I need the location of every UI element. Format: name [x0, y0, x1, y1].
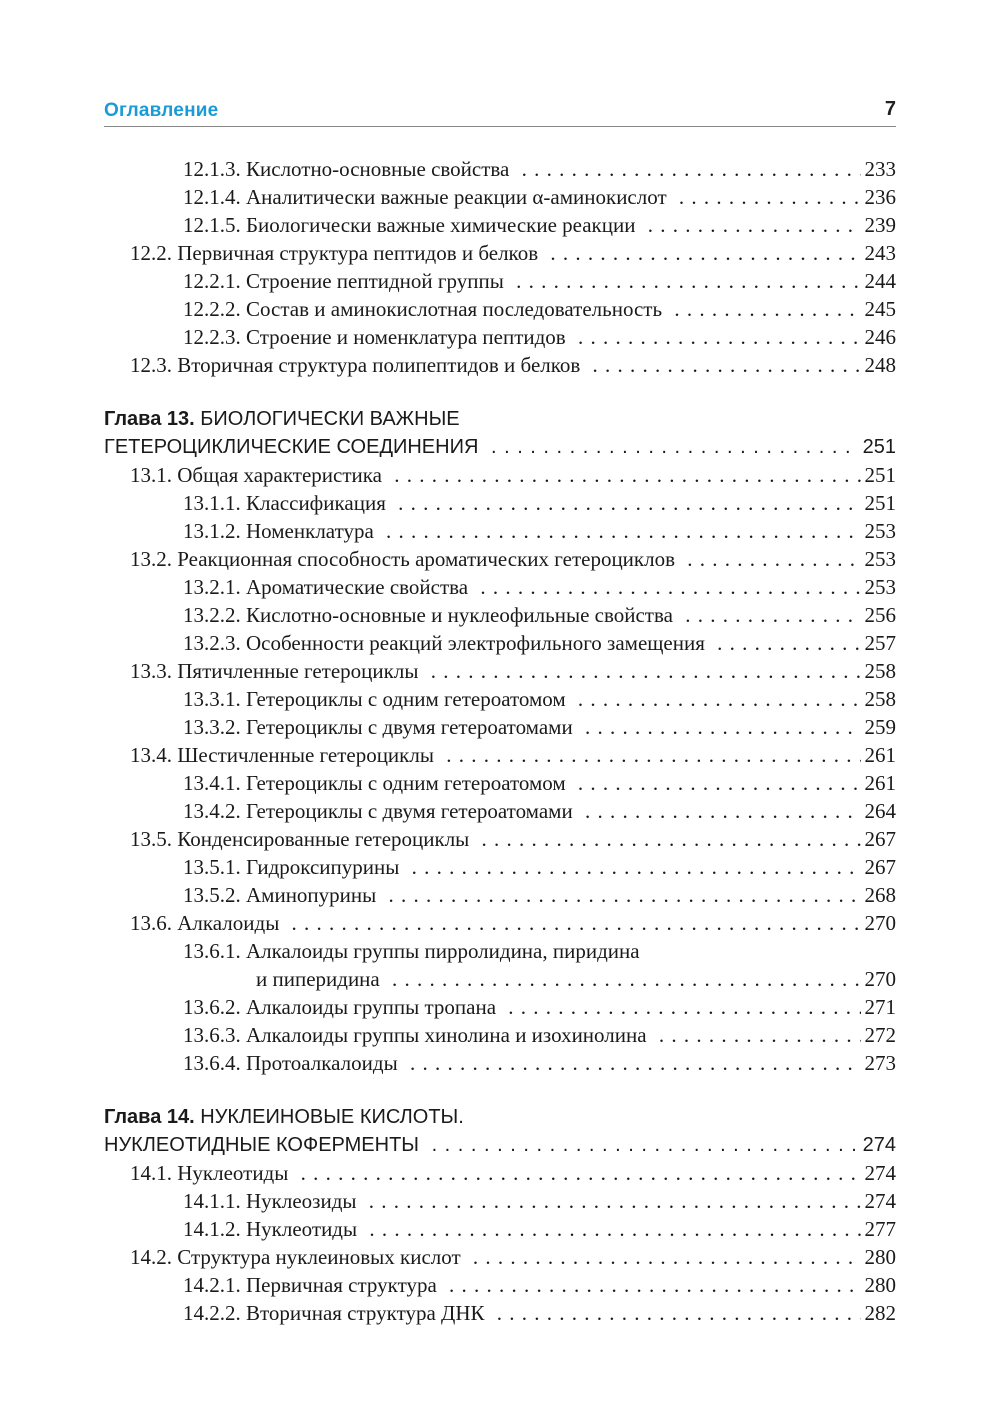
toc-entry: [0, 267, 1000, 295]
toc-entry: [0, 545, 1000, 573]
toc-block-chapter13: [0, 461, 1000, 1077]
toc-entry: [0, 295, 1000, 323]
chapter-14-title-line2: НУКЛЕОТИДНЫЕ КОФЕРМЕНТЫ: [104, 1134, 425, 1156]
toc-entry-label: 13.3.2. Гетероциклы с двумя гетероатомами: [183, 715, 579, 739]
toc-entry-page: 248: [861, 351, 897, 379]
toc-entry: [0, 239, 1000, 267]
toc-entry: [0, 825, 1000, 853]
toc-entry-label: 13.6.3. Алкалоиды группы хинолина и изохинолина: [183, 1023, 653, 1047]
toc-entry: [0, 489, 1000, 517]
toc-entry-label: 12.2.3. Строение и номенклатура пептидов: [183, 325, 572, 349]
toc-entry-label: 13.6. Алкалоиды: [130, 911, 285, 935]
toc-entry-page: 264: [861, 797, 897, 825]
toc-entry: [0, 853, 1000, 881]
table-of-contents: [0, 155, 1000, 1327]
toc-entry-label: 13.6.4. Протоалкалоиды: [183, 1051, 404, 1075]
toc-entry-label: 12.1.4. Аналитически важные реакции α-аминокислот: [183, 185, 673, 209]
toc-entry-label: 12.3. Вторичная структура полипептидов и белков: [130, 353, 586, 377]
toc-entry-label: 14.1. Нуклеотиды: [130, 1161, 294, 1185]
chapter-14-page: 274: [859, 1131, 896, 1159]
toc-entry-page: 270: [861, 909, 897, 937]
page-number: 7: [884, 98, 896, 120]
toc-block-chapter12: [0, 155, 1000, 379]
chapter-14-number: Глава 14.: [104, 1106, 195, 1128]
toc-entry: [0, 351, 1000, 379]
toc-entry: [0, 881, 1000, 909]
toc-entry: [0, 323, 1000, 351]
toc-entry-label: 13.4.2. Гетероциклы с двумя гетероатомами: [183, 799, 579, 823]
toc-entry: [0, 937, 1000, 965]
toc-entry-label: 14.1.2. Нуклеотиды: [183, 1217, 363, 1241]
toc-entry-page: 256: [861, 601, 897, 629]
toc-entry-page: 236: [861, 183, 897, 211]
toc-entry-page: 258: [861, 657, 897, 685]
toc-entry: [0, 1243, 1000, 1271]
toc-entry: [0, 1215, 1000, 1243]
toc-entry-label: 13.1. Общая характеристика: [130, 463, 388, 487]
toc-entry: [0, 713, 1000, 741]
toc-entry: [0, 993, 1000, 1021]
toc-entry-label: 13.2.3. Особенности реакций электрофильного замещения: [183, 631, 711, 655]
toc-entry-page: 268: [861, 881, 897, 909]
toc-entry-page: 244: [861, 267, 897, 295]
toc-entry-label: 13.4. Шестичленные гетероциклы: [130, 743, 440, 767]
toc-entry-label: 14.1.1. Нуклеозиды: [183, 1189, 363, 1213]
toc-entry-page: 261: [861, 741, 897, 769]
toc-entry: [0, 1021, 1000, 1049]
toc-entry: [0, 1271, 1000, 1299]
toc-entry-page: 272: [861, 1021, 897, 1049]
toc-entry-page: 270: [861, 965, 897, 993]
toc-entry-page: 258: [861, 685, 897, 713]
toc-entry-label: 14.2. Структура нуклеиновых кислот: [130, 1245, 467, 1269]
toc-entry: [0, 1049, 1000, 1077]
toc-entry: [0, 657, 1000, 685]
toc-entry-label: 12.2. Первичная структура пептидов и белков: [130, 241, 544, 265]
toc-entry-label: 14.2.1. Первичная структура: [183, 1273, 443, 1297]
toc-entry: [0, 769, 1000, 797]
toc-entry: [0, 601, 1000, 629]
toc-entry: [0, 211, 1000, 239]
toc-entry-page: 245: [861, 295, 897, 323]
toc-entry-page: 243: [861, 239, 897, 267]
toc-entry-label: 13.6.2. Алкалоиды группы тропана: [183, 995, 502, 1019]
toc-entry-label: 13.3. Пятичленные гетероциклы: [130, 659, 424, 683]
toc-entry-label: 13.4.1. Гетероциклы с одним гетероатомом: [183, 771, 572, 795]
toc-entry: [0, 909, 1000, 937]
toc-entry: [0, 1299, 1000, 1327]
toc-entry-label: 12.1.3. Кислотно-основные свойства: [183, 157, 515, 181]
toc-entry: [0, 629, 1000, 657]
running-header: [104, 98, 896, 127]
toc-entry-label: 13.1.1. Классификация: [183, 491, 392, 515]
toc-entry: [0, 797, 1000, 825]
toc-entry-label: 13.2. Реакционная способность ароматических гетероциклов: [130, 547, 681, 571]
toc-entry-page: 267: [861, 853, 897, 881]
toc-entry-label: 13.2.1. Ароматические свойства: [183, 575, 474, 599]
toc-entry-label: 13.5. Конденсированные гетероциклы: [130, 827, 475, 851]
chapter-14-title-line1: НУКЛЕИНОВЫЕ КИСЛОТЫ.: [200, 1106, 464, 1128]
toc-entry-label: 14.2.2. Вторичная структура ДНК: [183, 1301, 491, 1325]
toc-entry-page: 274: [861, 1159, 897, 1187]
toc-entry-page: 280: [861, 1271, 897, 1299]
toc-entry-page: 251: [861, 489, 897, 517]
toc-entry-page: 253: [861, 517, 897, 545]
toc-entry-page: 259: [861, 713, 897, 741]
toc-entry-page: 274: [861, 1187, 897, 1215]
toc-entry: [0, 685, 1000, 713]
chapter-14-title-row: [0, 1131, 1000, 1159]
chapter-14-heading: [0, 1103, 1000, 1131]
toc-entry: [0, 1159, 1000, 1187]
toc-entry-label: 13.1.2. Номенклатура: [183, 519, 380, 543]
chapter-13-number: Глава 13.: [104, 408, 195, 430]
chapter-13-title-row: [0, 433, 1000, 461]
toc-entry: [0, 741, 1000, 769]
toc-entry-label: 12.2.2. Состав и аминокислотная последовательность: [183, 297, 668, 321]
toc-entry-page: 273: [861, 1049, 897, 1077]
header-title: Оглавление: [104, 100, 219, 121]
toc-entry-page: 280: [861, 1243, 897, 1271]
toc-entry-label: 13.6.1. Алкалоиды группы пирролидина, пиридина: [183, 939, 646, 963]
toc-entry-page: 282: [861, 1299, 897, 1327]
toc-entry-page: 257: [861, 629, 897, 657]
toc-entry: [0, 573, 1000, 601]
toc-entry-label: и пиперидина: [256, 967, 386, 991]
toc-entry-page: 233: [861, 155, 897, 183]
chapter-13-heading: [0, 405, 1000, 433]
toc-block-chapter14: [0, 1159, 1000, 1327]
toc-entry-label: 12.2.1. Строение пептидной группы: [183, 269, 510, 293]
toc-entry: [0, 965, 1000, 993]
toc-entry-page: 271: [861, 993, 897, 1021]
toc-entry-page: 253: [861, 573, 897, 601]
toc-entry-label: 13.5.1. Гидроксипурины: [183, 855, 405, 879]
chapter-13-page: 251: [859, 433, 896, 461]
toc-entry: [0, 461, 1000, 489]
toc-entry: [0, 155, 1000, 183]
chapter-13-title-line2: ГЕТЕРОЦИКЛИЧЕСКИЕ СОЕДИНЕНИЯ: [104, 436, 484, 458]
toc-entry: [0, 183, 1000, 211]
toc-entry-page: 261: [861, 769, 897, 797]
toc-entry-page: 251: [861, 461, 897, 489]
toc-entry: [0, 517, 1000, 545]
toc-entry-page: 239: [861, 211, 897, 239]
toc-entry: [0, 1187, 1000, 1215]
toc-entry-page: 267: [861, 825, 897, 853]
chapter-13-title-line1: БИОЛОГИЧЕСКИ ВАЖНЫЕ: [200, 408, 460, 430]
toc-entry-page: 253: [861, 545, 897, 573]
toc-entry-label: 13.5.2. Аминопурины: [183, 883, 382, 907]
toc-entry-page: 277: [861, 1215, 897, 1243]
toc-entry-page: 246: [861, 323, 897, 351]
toc-entry-label: 13.3.1. Гетероциклы с одним гетероатомом: [183, 687, 572, 711]
toc-entry-label: 13.2.2. Кислотно-основные и нуклеофильные свойства: [183, 603, 679, 627]
toc-entry-label: 12.1.5. Биологически важные химические реакции: [183, 213, 641, 237]
